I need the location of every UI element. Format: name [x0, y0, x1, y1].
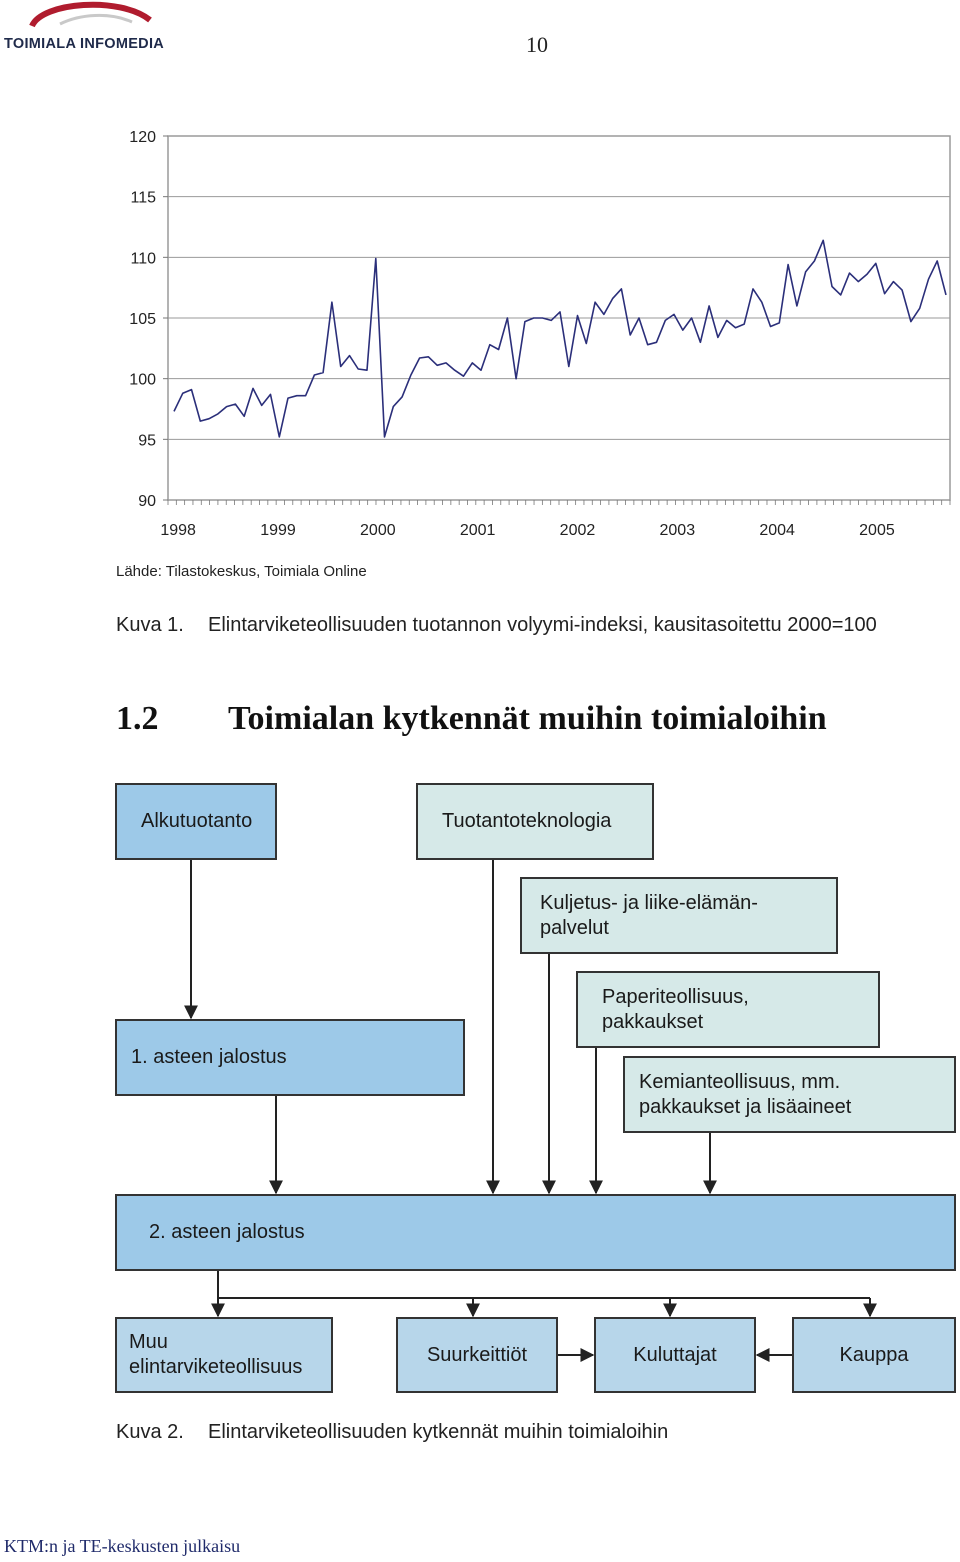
source-note: Lähde: Tilastokeskus, Toimiala Online	[116, 563, 367, 580]
x-tick-label: 2002	[559, 522, 596, 539]
box-label: palvelut	[540, 916, 609, 939]
x-tick-label: 2005	[859, 522, 895, 539]
box-label: pakkaukset	[602, 1010, 704, 1033]
line-chart	[0, 0, 960, 545]
box-label: pakkaukset ja lisäaineet	[639, 1095, 852, 1118]
figure-caption-2	[116, 1421, 668, 1444]
box-suurkeittiot	[396, 1317, 558, 1393]
box-muu-elintarviketeollisuus	[115, 1317, 333, 1393]
y-tick-label: 110	[130, 250, 156, 268]
box-label: Alkutuotanto	[141, 810, 253, 832]
box-label: Tuotantoteknologia	[442, 810, 612, 832]
box-label: 2. asteen jalostus	[149, 1221, 305, 1243]
box-label: elintarviketeollisuus	[129, 1356, 303, 1378]
box-label-group	[540, 891, 758, 941]
box-jalostus-1	[115, 1019, 465, 1096]
box-kemianteollisuus	[623, 1056, 956, 1133]
caption-label: Kuva 1.	[116, 614, 184, 636]
box-label: Kuluttajat	[633, 1343, 717, 1366]
x-tick-label: 2004	[759, 522, 795, 539]
box-label: Kemianteollisuus, mm.	[639, 1070, 841, 1093]
y-tick-label: 120	[129, 129, 156, 146]
caption-text: Elintarviketeollisuuden tuotannon volyymi-indeksi, kausitasoitettu 2000=100	[208, 614, 877, 636]
x-tick-label: 1998	[160, 522, 196, 539]
x-tick-label: 2001	[459, 522, 496, 539]
box-label: 1. asteen jalostus	[131, 1046, 287, 1068]
series-line	[174, 240, 946, 437]
y-tick-label: 115	[130, 189, 156, 207]
box-label-group	[639, 1070, 851, 1120]
box-label: Paperiteollisuus,	[602, 985, 749, 1008]
caption-label: Kuva 2.	[116, 1421, 184, 1443]
y-tick-label: 100	[129, 371, 156, 389]
y-tick-label: 95	[138, 432, 156, 450]
section-heading	[116, 700, 827, 738]
box-label-group	[129, 1330, 302, 1380]
box-alkutuotanto	[115, 783, 277, 860]
footer-text: KTM:n ja TE-keskusten julkaisu	[4, 1536, 241, 1556]
box-label-group	[602, 985, 749, 1035]
box-kuluttajat	[594, 1317, 756, 1393]
box-jalostus-2	[115, 1194, 956, 1271]
box-kauppa	[792, 1317, 956, 1393]
section-title: Toimialan kytkennät muihin toimialoihin	[228, 700, 827, 737]
caption-text: Elintarviketeollisuuden kytkennät muihin toimialoihin	[208, 1421, 669, 1443]
box-label: Suurkeittiöt	[426, 1343, 528, 1366]
section-number: 1.2	[116, 700, 159, 737]
y-tick-label: 105	[129, 311, 156, 328]
box-label: Kuljetus- ja liike-elämän-	[540, 891, 758, 914]
box-kuljetus	[520, 877, 838, 954]
x-tick-label: 2000	[360, 522, 396, 539]
x-tick-label: 2003	[659, 522, 696, 539]
y-tick-label: 90	[138, 493, 156, 510]
x-tick-label: 1999	[260, 522, 296, 539]
figure-caption-1	[116, 614, 877, 637]
box-label: Muu	[129, 1331, 168, 1353]
box-paperiteollisuus	[576, 971, 880, 1048]
box-tuotantoteknologia	[416, 783, 654, 860]
page-number: 10	[526, 32, 548, 57]
box-label: Kauppa	[839, 1343, 909, 1366]
logo-text: TOIMIALA INFOMEDIA	[4, 36, 165, 52]
